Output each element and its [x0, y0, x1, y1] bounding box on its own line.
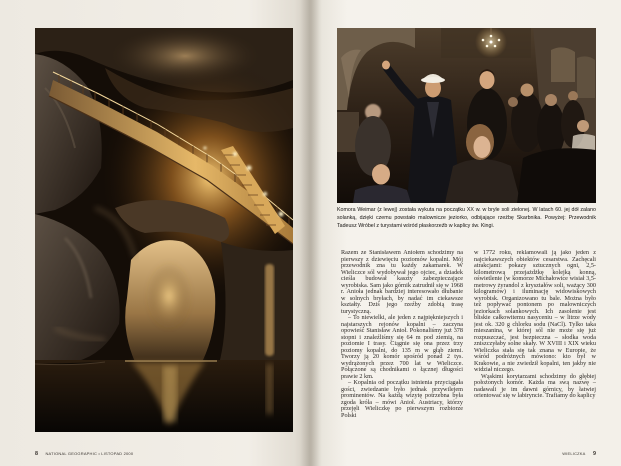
- article-paragraph: – Kopalnia od początku istnienia przyciągała gości, zwiedzanie było jednak przywilejem prominentów. Na każdą wizytę potrzebna była zgoda króla – mówi Anioł. Austriacy, którzy przejęli Wieliczkę po pierwszym rozbiorze Polski: [341, 379, 463, 419]
- foreground-shoulder: [517, 148, 596, 203]
- gutter-shadow: [300, 0, 322, 466]
- article-column-2: [474, 250, 596, 432]
- running-head-right: WIELICZKA: [562, 451, 586, 456]
- chapel-tourists-photo: [337, 28, 596, 203]
- cave-chamber-photo: [35, 28, 293, 432]
- left-page: [0, 0, 310, 466]
- article-paragraph: – To niewielki, ale jeden z najpiękniejszych i najstarszych rejonów kopalni – zaczyna opowieść Stanisław Anioł. Pokonaliśmy już 378 stopni i znaleźliśmy się 64 m pod ziemią, na poziomie I trasy. Ciągnie się ona przez trzy poziomy kopalni, do 135 m w głąb ziemi. Tworzy ją 20 komór spośród ponad 2 tys. wydrążonych przez 700 lat w Wieliczce. Połączone są chodnikami o łącznej długości prawie 2 km.: [341, 314, 463, 380]
- page-number-left: 8: [35, 451, 38, 457]
- running-head-left: NATIONAL GEOGRAPHIC • LISTOPAD 2000: [45, 451, 134, 456]
- page-number-right: 9: [593, 451, 596, 457]
- article-column-1: [341, 250, 463, 432]
- left-page-footer: [35, 442, 136, 460]
- article-paragraph: Wąskimi korytarzami schodzimy do głębiej położonych komór. Każda ma swą nazwę – nadawali je im dawni górnicy, by łatwiej orientować się w labiryncie. Trafiamy do kaplicy: [474, 372, 596, 399]
- right-page-footer: [559, 442, 596, 460]
- photo-caption: Komora Weimar (z lewej) została wykuta na początku XX w. w bryle soli zielonej. W latach 60. jej dół zalano solanką, dzięki czemu powstało malownicze jeziorko, odbijające rzeźbę Skarbnika. Powyżej: Przewodnik Tadeusz Wróbel z turystami wśród płaskorzeźb w kaplicy św. Kingi.: [337, 207, 596, 229]
- right-page: [310, 0, 621, 466]
- article-paragraph: w 1772 roku, reklamowali ją jako jeden z najciekawszych obiektów cesarstwa. Zachęcali atrakcjami: pokazy sztucznych ogni, 2,5-kilometrową przejażdżkę kolejką konną, oświetlenie (w komorze Michałowice wisiał 3,5-metrowy żyrandol z kryształów soli, ważący 300 kilogramów) i iluminację widowiskowych wyrobisk. Organizowano tu bale. Można było też popływać pontonem po malowniczych jeziorkach solankowych. Ich zasolenie jest bliskie całkowitemu nasyceniu – w litrze wody jest ok. 320 g chlorku sodu (NaCl). Tylko taka mieszanina, w której sól nie może się już rozpuszczać, jest bezpieczna – słodka woda zniszczyłaby solne skały. W XVIII i XIX wieku Wieliczka stała się tak znana w Europie, że wśród podróżnych mówiono: kto był w Krakowie, a nie zwiedził kopalni, ten jakby nie widział niczego.: [474, 250, 596, 373]
- article-paragraph: Razem ze Stanisławem Aniołem schodzimy na pierwszy z dziewięciu poziomów kopalni. Mój przewodnik zna tu każdy zakamarek. W Wieliczce sól wydobywał jego ojciec, a dziadek cieśla budował kaszty zabezpieczające wyrobiska. Sam jako górnik zatrudnił się w 1968 r. Anioła jednak bardziej interesowało dłubanie w solnych bryłach, by nadać im ciekawsze kształty. Dziś jego rzeźby zdobią trasę turystyczną.: [341, 250, 463, 315]
- underground-lake: [35, 360, 293, 432]
